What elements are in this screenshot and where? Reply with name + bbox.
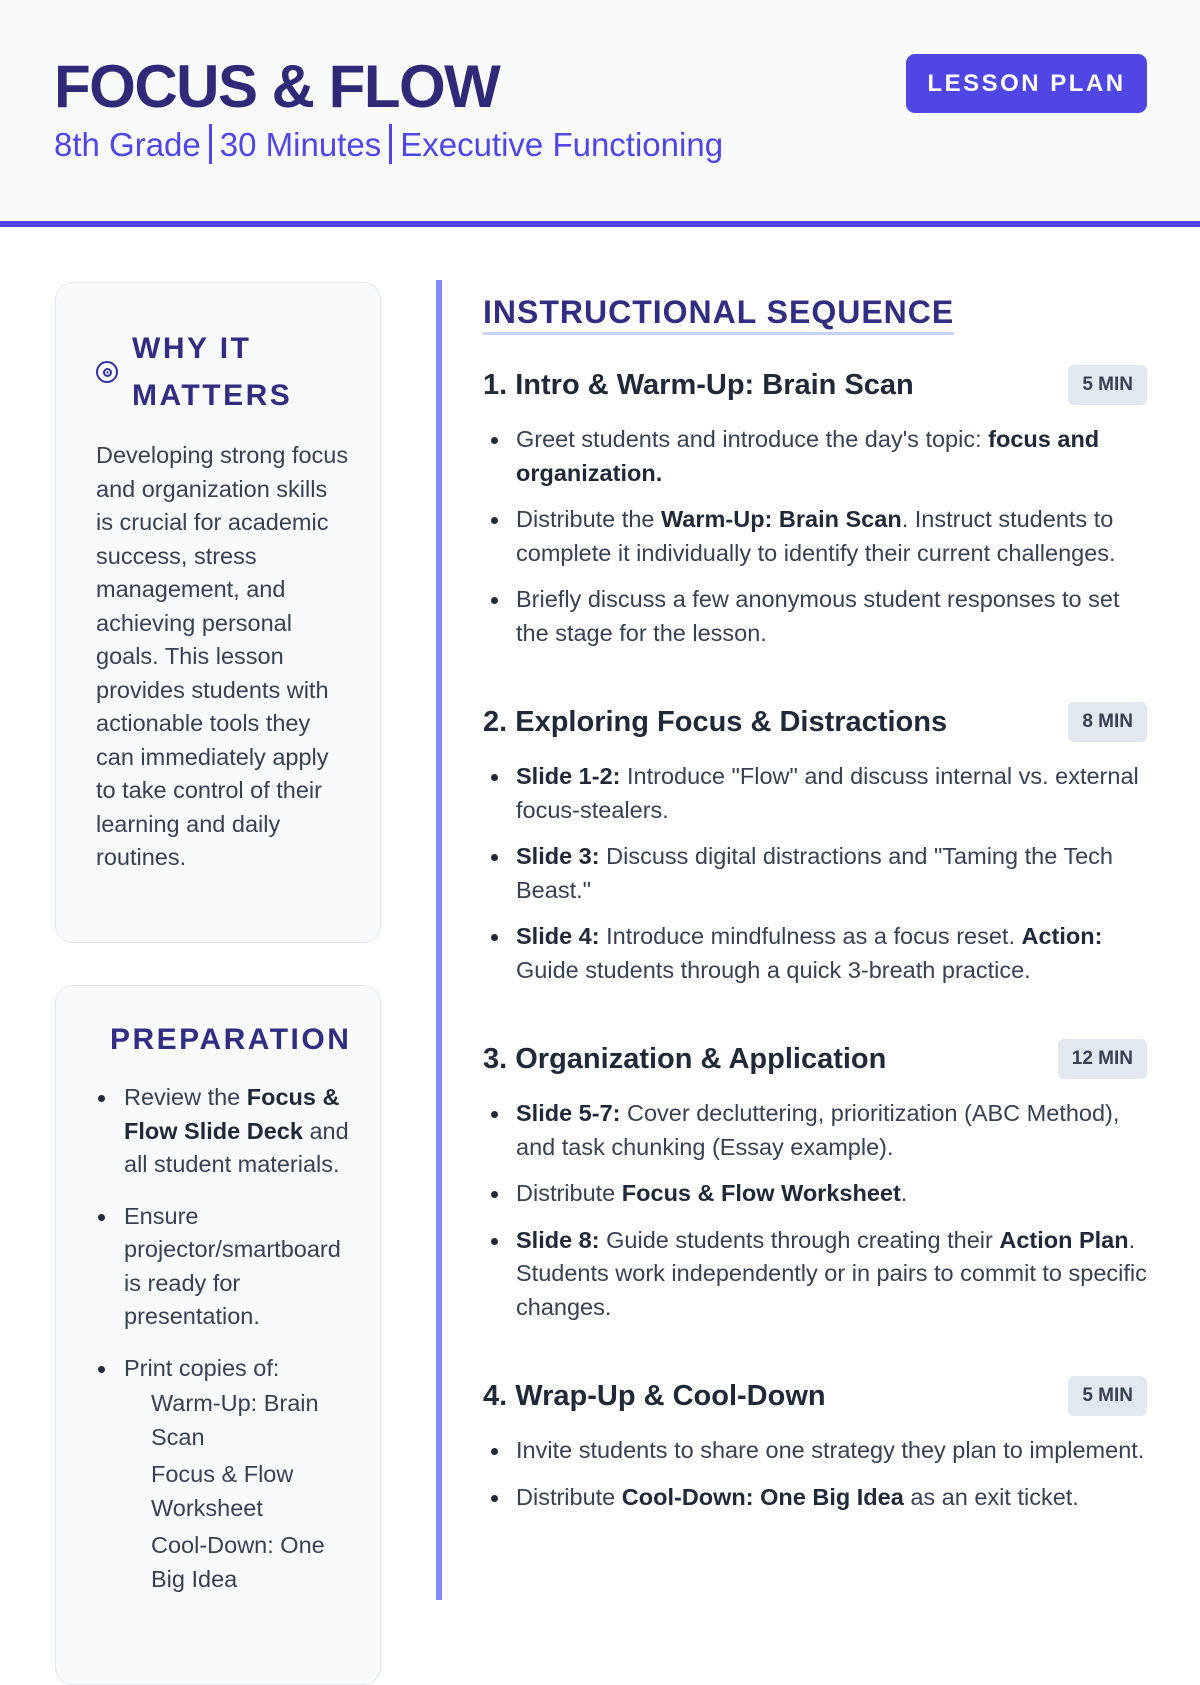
copies-list [124,1387,350,1596]
list-item: Print copies of: Warm-Up: Brain Scan Focus & Flow Worksheet Cool-Down: One Big Idea [96,1352,350,1597]
step-2 [483,702,1147,987]
time-badge: 8 MIN [1068,702,1147,742]
step-title: 1. Intro & Warm-Up: Brain Scan [483,368,914,401]
prep-title: PREPARATION [110,1023,352,1056]
step-title: 2. Exploring Focus & Distractions [483,705,948,738]
lesson-plan-badge: LESSON PLAN [906,54,1147,113]
card-heading [96,325,350,419]
list-item: Slide 8: Guide students through creating their Action Plan. Students work independently or in pairs to commit to specific changes. [483,1224,1147,1325]
prep-list [96,1081,350,1596]
why-body: Developing strong focus and organization skills is crucial for academic success, stress management, and achieving personal goals. This lesson provides students with actionable tools they can immediately apply to take control of their learning and daily routines. [96,442,349,870]
topic: Executive Functioning [400,126,724,163]
grade: 8th Grade [54,126,201,163]
list-item: Distribute Cool-Down: One Big Idea as an exit ticket. [483,1481,1147,1515]
why-it-matters-card [55,282,381,943]
list-item: Review the Focus & Flow Slide Deck and all student materials. [96,1081,350,1182]
instructional-sequence [483,294,1147,1527]
page-header [0,0,1200,227]
step-title: 3. Organization & Application [483,1042,887,1075]
duration: 30 Minutes [219,126,382,163]
list-item: Slide 1-2: Introduce "Flow" and discuss internal vs. external focus-stealers. [483,760,1147,827]
step-1 [483,365,1147,650]
list-item: Slide 3: Discuss digital distractions and "Taming the Tech Beast." [483,840,1147,907]
why-title: WHY IT MATTERS [132,332,293,412]
list-item: Cool-Down: One Big Idea [151,1532,325,1592]
card-heading [96,1016,350,1063]
time-badge: 5 MIN [1068,365,1147,405]
time-badge: 12 MIN [1058,1039,1147,1079]
column-divider [436,280,442,1600]
list-item: Distribute the Warm-Up: Brain Scan. Instruct students to complete it individually to identify their current challenges. [483,503,1147,570]
list-item: Greet students and introduce the day's topic: focus and organization. [483,423,1147,490]
lesson-meta [54,124,723,164]
list-item: Slide 5-7: Cover decluttering, prioritization (ABC Method), and task chunking (Essay example). [483,1097,1147,1164]
list-item: Briefly discuss a few anonymous student responses to set the stage for the lesson. [483,583,1147,650]
lesson-title: FOCUS & FLOW [54,53,500,120]
list-item: Invite students to share one strategy they plan to implement. [483,1434,1147,1468]
time-badge: 5 MIN [1068,1376,1147,1416]
preparation-card [55,985,381,1685]
target-icon [96,361,118,383]
step-title: 4. Wrap-Up & Cool-Down [483,1379,826,1412]
list-item: Distribute Focus & Flow Worksheet. [483,1177,1147,1211]
list-item: Ensure projector/smartboard is ready for presentation. [96,1200,350,1334]
list-item: Warm-Up: Brain Scan [151,1390,319,1450]
list-item: Slide 4: Introduce mindfulness as a focus reset. Action: Guide students through a quick 3-breath practice. [483,920,1147,987]
step-4 [483,1376,1147,1514]
section-title: INSTRUCTIONAL SEQUENCE [483,294,954,335]
divider [209,124,212,164]
step-3 [483,1039,1147,1324]
divider [389,124,392,164]
list-item: Focus & Flow Worksheet [151,1461,294,1521]
